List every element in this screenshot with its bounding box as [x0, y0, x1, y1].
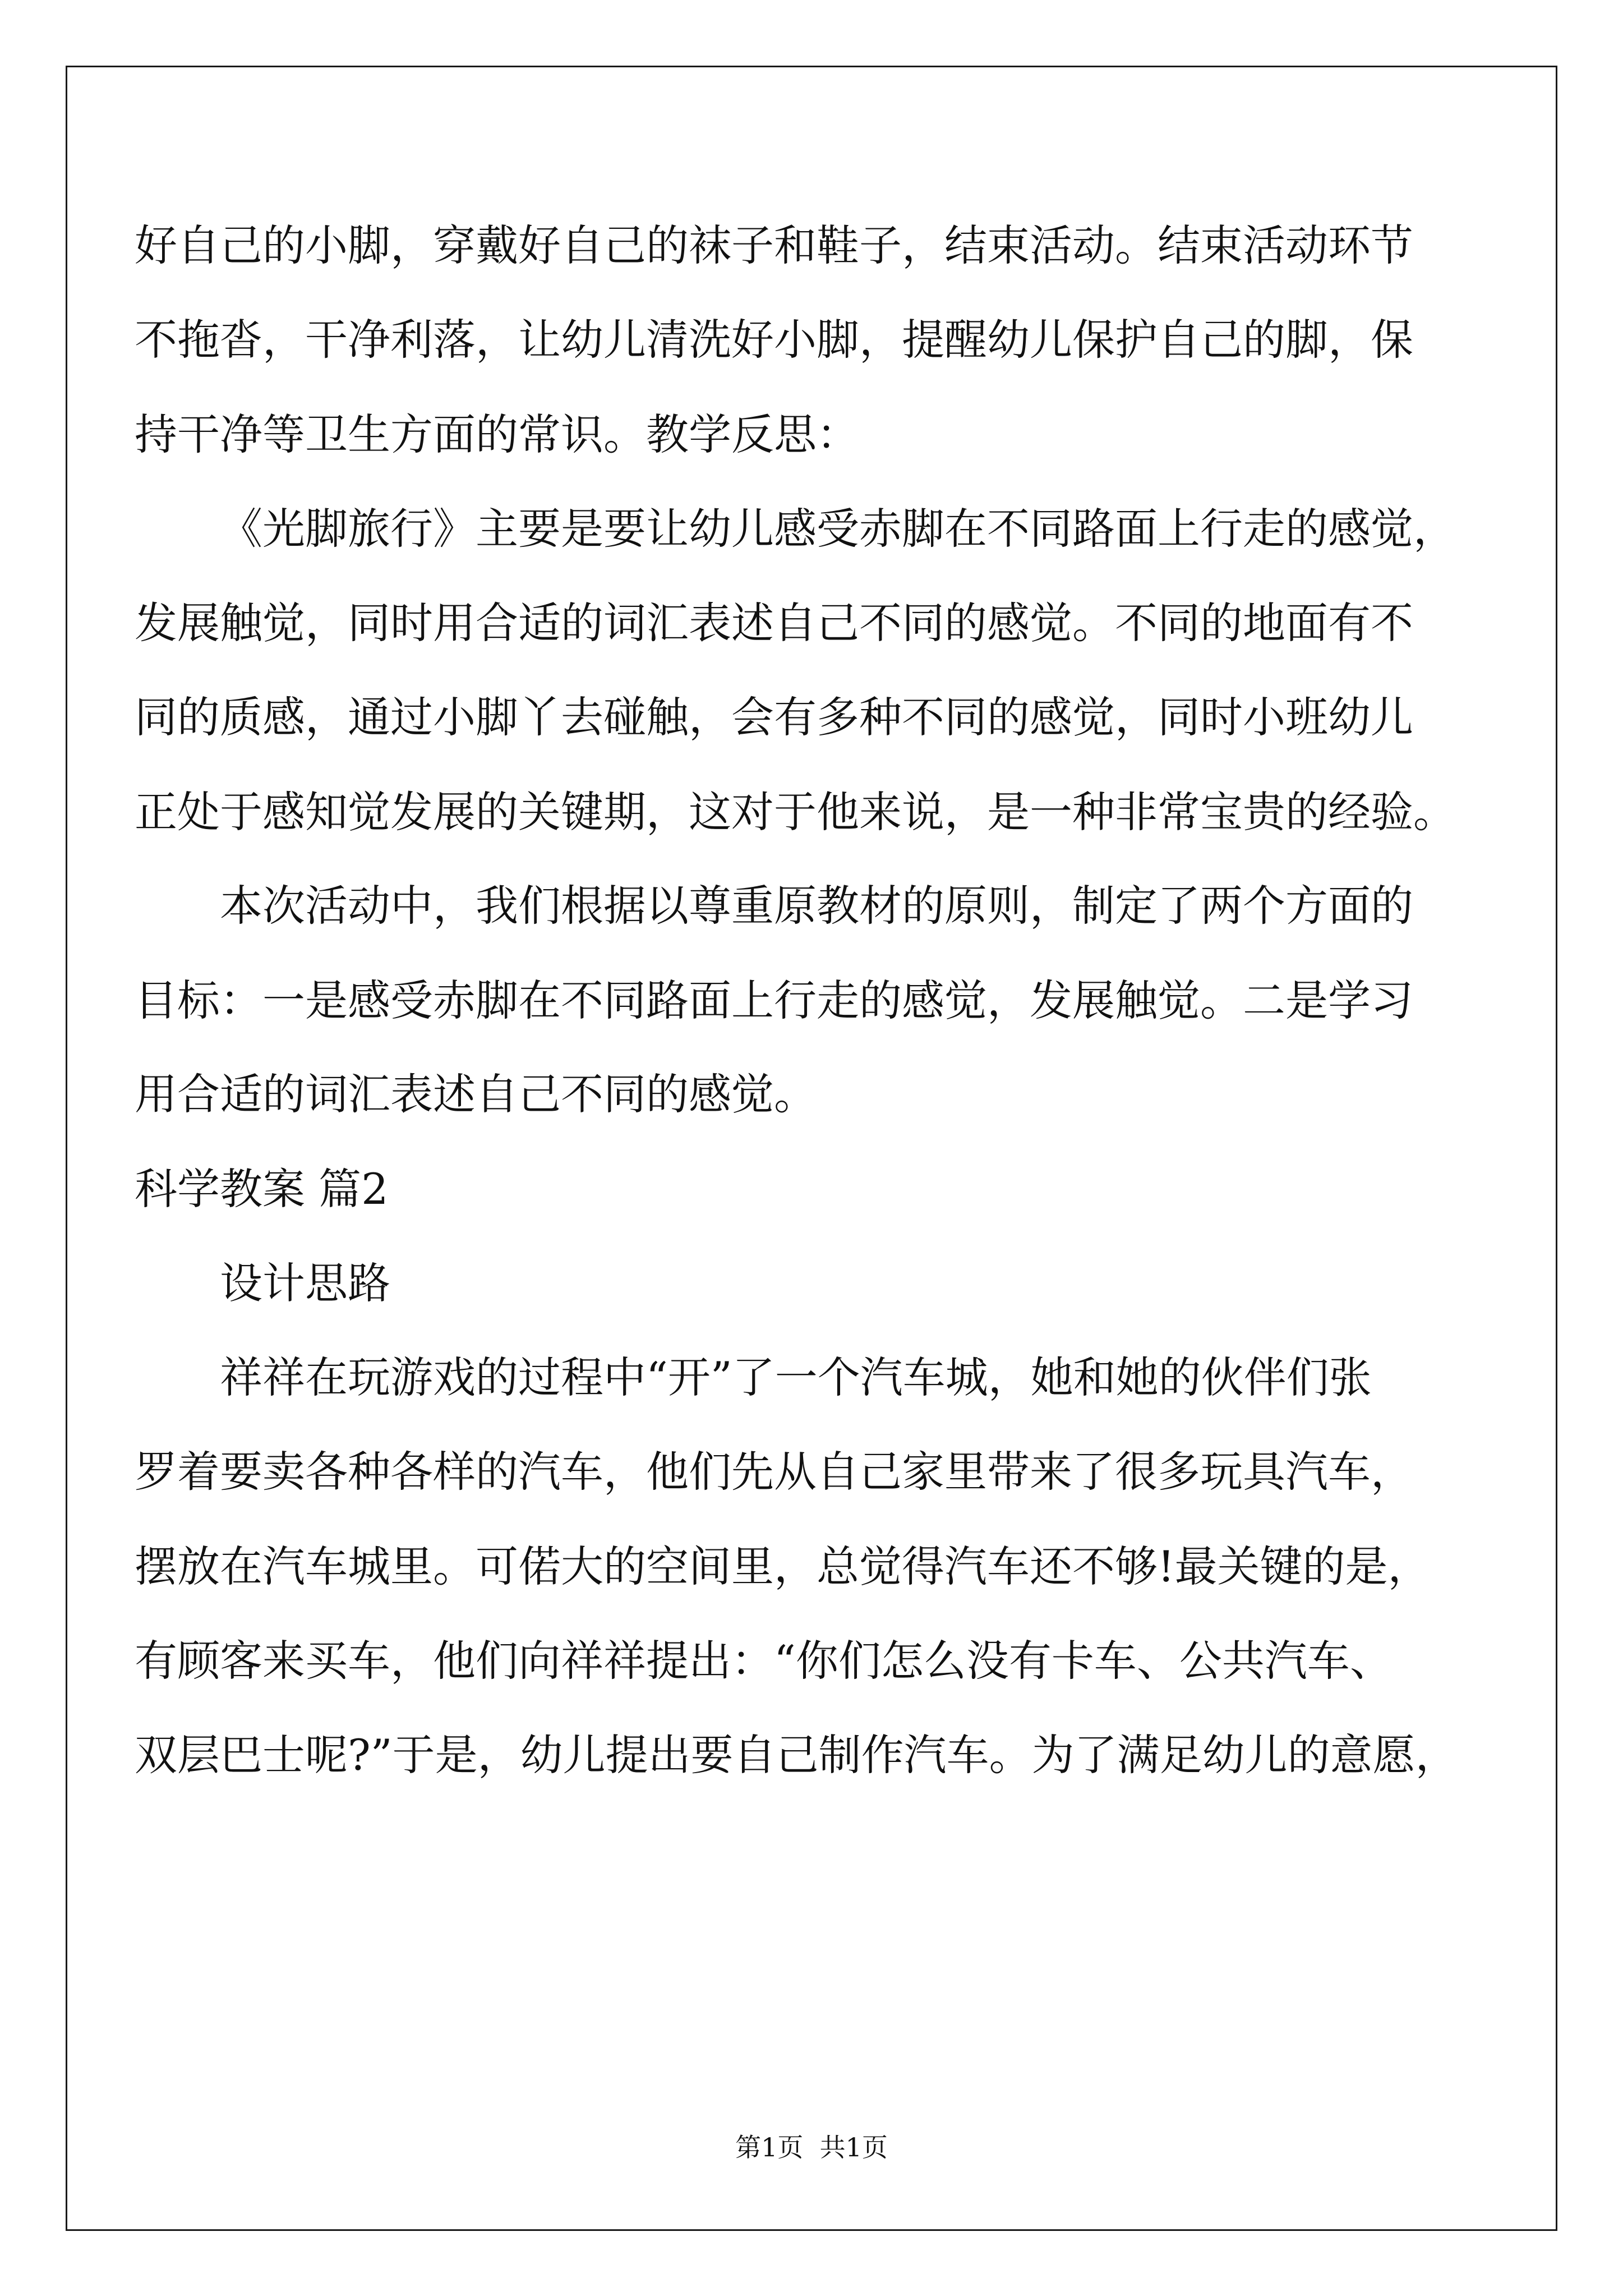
text-line: 不拖沓，干净利落，让幼儿清洗好小脚，提醒幼儿保护自己的脚，保: [135, 315, 1413, 365]
text-line: 双层巴士呢?”于是，幼儿提出要自己制作汽车。为了满足幼儿的意愿，: [135, 1730, 1458, 1780]
subheading: 设计思路: [220, 1258, 390, 1308]
text-line: 摆放在汽车城里。可偌大的空间里，总觉得汽车还不够!最关键的是，: [135, 1542, 1431, 1591]
page-number: 第1页 共1页: [735, 2132, 888, 2162]
text-line: 《光脚旅行》主要是要让幼儿感受赤脚在不同路面上行走的感觉，: [220, 504, 1456, 554]
text-line: 罗着要卖各种各样的汽车，他们先从自己家里带来了很多玩具汽车，: [135, 1447, 1413, 1497]
text-line: 祥祥在玩游戏的过程中“开”了一个汽车城，她和她的伙伴们张: [220, 1352, 1372, 1402]
text-line: 发展触觉，同时用合适的词汇表述自己不同的感觉。不同的地面有不: [135, 598, 1413, 648]
text-line: 目标：一是感受赤脚在不同路面上行走的感觉，发展触觉。二是学习: [135, 976, 1413, 1025]
page-border: [66, 66, 1557, 2231]
section-heading: 科学教案 篇2: [135, 1164, 389, 1214]
text-line: 正处于感知觉发展的关键期，这对于他来说，是一种非常宝贵的经验。: [135, 787, 1456, 837]
text-line: 同的质感，通过小脚丫去碰触，会有多种不同的感觉，同时小班幼儿: [135, 692, 1413, 742]
text-line: 用合适的词汇表述自己不同的感觉。: [135, 1069, 817, 1119]
text-line: 本次活动中，我们根据以尊重原教材的原则，制定了两个方面的: [220, 881, 1413, 931]
text-line: 好自己的小脚，穿戴好自己的袜子和鞋子，结束活动。结束活动环节: [135, 220, 1413, 270]
text-line: 持干净等卫生方面的常识。教学反思：: [135, 409, 859, 459]
text-line: 有顾客来买车，他们向祥祥提出：“你们怎么没有卡车、公共汽车、: [135, 1636, 1393, 1686]
